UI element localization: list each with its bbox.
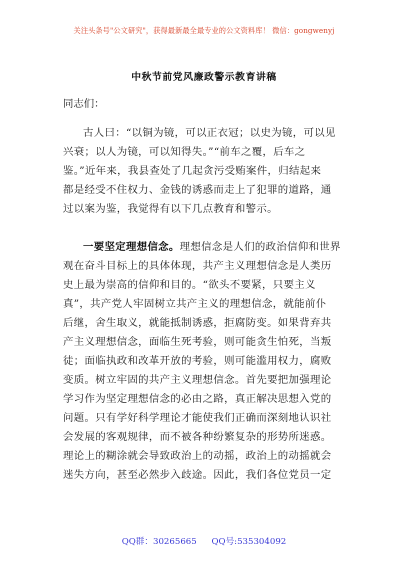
paragraph-line: 会发展的客观规律，而不被各种纷繁复杂的形势所迷惑。	[63, 431, 332, 443]
paragraph-line: 问题。只有学好科学理论才能使我们正确而深刻地认识社	[63, 412, 332, 424]
paragraph-line: 古人曰：“以铜为镜，可以正衣冠；以史为镜，可以见	[83, 127, 336, 139]
paragraph-line: 徒；面临执政和改革开放的考验，则可能滥用权力，腐败	[63, 355, 332, 367]
paragraph-line: 迷失方向，甚至必然步入歧途。因此，我们各位党员一定	[63, 469, 332, 481]
paragraph-line: 过以案为鉴，我觉得有以下几点教育和警示。	[63, 203, 278, 215]
paragraph-line: 产主义理想信念，面临生死考验，则可能贪生怕死，当叛	[63, 336, 332, 348]
footer-contact	[0, 535, 408, 547]
header-notice: 关注头条号"公文研究"，获得最新最全最专业的公文资料库！ 微信：gongwenyj	[73, 26, 335, 35]
paragraph-line: 真”，共产党人牢固树立共产主义的理想信念，就能前仆	[63, 298, 327, 310]
qq-number-link[interactable]: QQ号:535304092	[211, 537, 287, 547]
paragraph-gap	[63, 219, 350, 238]
paragraph-line: 理论上的糊涂就会导致政治上的动摇，政治上的动摇就会	[63, 450, 332, 462]
page-title: 中秋节前党风廉政警示教育讲稿	[131, 72, 277, 83]
paragraph-text: 理想信念是人们的政治信仰和世界	[179, 241, 341, 253]
paragraph-line	[63, 238, 350, 257]
section-heading: 一要坚定理想信念。	[83, 241, 180, 253]
paragraph-line: 学习作为坚定理想信念的必由之路，真正解决思想入党的	[63, 393, 332, 405]
paragraph-line: 观在奋斗目标上的具体体现，共产主义理想信念是人类历	[63, 260, 332, 272]
paragraph-line: 变质。树立牢固的共产主义理想信念。首先要把加强理论	[63, 374, 332, 386]
paragraph-line: 史上最为崇高的信仰和目的。“欲头不要紧，只要主义	[63, 279, 316, 291]
paragraph-line: 都是经受不住权力、金钱的诱惑而走上了犯罪的道路，通	[63, 184, 332, 196]
qq-group-link[interactable]: QQ群：30265665	[121, 537, 197, 547]
salutation: 同志们：	[63, 98, 105, 110]
document-body	[63, 124, 350, 485]
paragraph-line: 鉴。”近年来，我县查处了几起贪污受贿案件，归结起来	[63, 165, 322, 177]
paragraph-line: 兴衰；以人为镜，可以知得失。”“前车之覆，后车之	[63, 146, 306, 158]
paragraph-line: 后继，舍生取义，就能抵制诱惑，拒腐防变。如果背弃共	[63, 317, 332, 329]
